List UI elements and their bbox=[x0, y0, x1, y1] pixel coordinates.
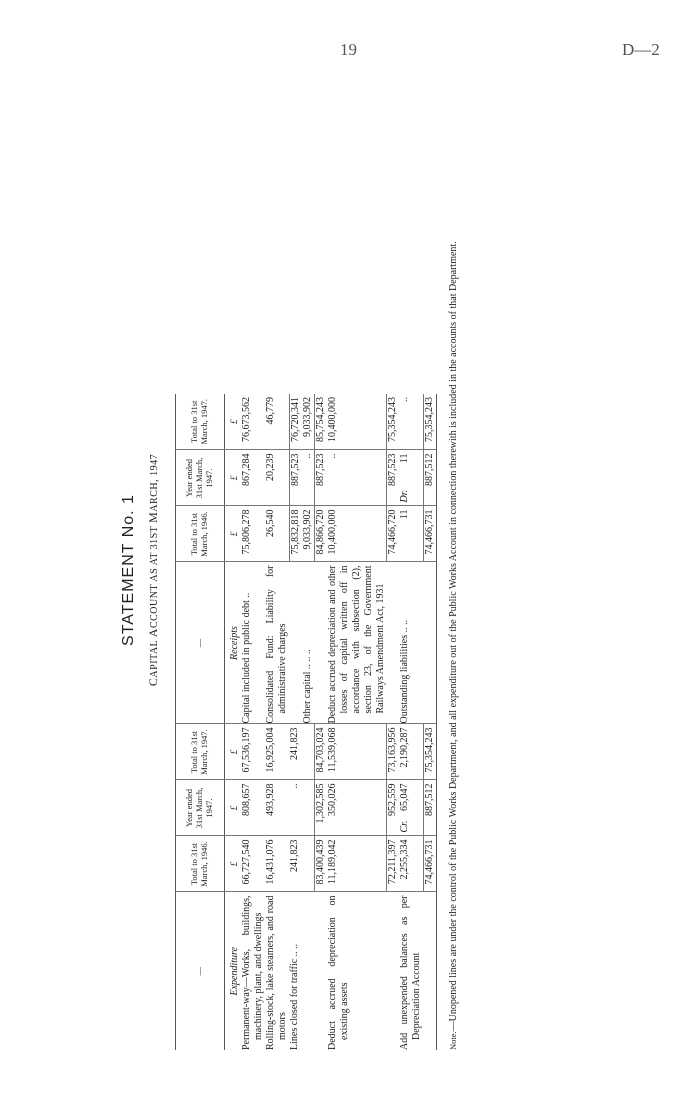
total-row bbox=[423, 394, 436, 1050]
cell-value: .. bbox=[302, 450, 315, 506]
row-label: Other capital .. .. .. bbox=[302, 562, 315, 724]
receipts-heading: Receipts bbox=[225, 562, 242, 724]
cell-value: 65,047 bbox=[399, 783, 410, 811]
row-label: Consolidated Fund: Liability for administrative charges bbox=[265, 562, 289, 724]
cell-value: 72,211,397 bbox=[387, 836, 400, 892]
pound-sign: £ bbox=[225, 724, 242, 780]
table-row bbox=[387, 394, 400, 1050]
cell-value: 10,400,000 bbox=[327, 394, 387, 450]
empty-cell bbox=[423, 562, 436, 724]
cell-value: 73,163,956 bbox=[387, 724, 400, 780]
capital-account-table bbox=[175, 394, 437, 1050]
cell-value: 9,033,902 bbox=[302, 394, 315, 450]
cell-value: 74,466,720 bbox=[387, 506, 400, 562]
exp-year-1947-header: Year ended 31st March, 1947. bbox=[176, 780, 225, 836]
empty-cell bbox=[314, 892, 327, 1050]
cell-value: .. bbox=[289, 780, 302, 836]
cell-value: 11,189,042 bbox=[327, 836, 387, 892]
cell-value: 11 bbox=[399, 453, 410, 464]
cell-value: 808,657 bbox=[241, 780, 265, 836]
table-row bbox=[225, 394, 242, 1050]
cell-value: 74,466,731 bbox=[423, 506, 436, 562]
statement-title: STATEMENT No. 1 bbox=[120, 494, 137, 646]
cell-value: 241,823 bbox=[289, 836, 302, 892]
row-label: Deduct accrued depreciation and other losses of capital written off in accordance with subsection (2), section 23, of the Government Railways Amendment Act, 1931 bbox=[327, 562, 387, 724]
page-number: 19 bbox=[340, 40, 357, 59]
debit-prefix: Dr. bbox=[399, 489, 410, 503]
empty-cell bbox=[387, 562, 400, 724]
cell-value bbox=[399, 450, 423, 506]
credit-prefix: Cr. bbox=[399, 820, 410, 833]
cell-value: 83,400,439 bbox=[314, 836, 327, 892]
cell-value: 493,928 bbox=[265, 780, 289, 836]
cell-value: 10,400,000 bbox=[327, 506, 387, 562]
empty-cell bbox=[302, 836, 315, 892]
table-row bbox=[327, 394, 387, 1050]
empty-cell bbox=[387, 892, 400, 1050]
table-row bbox=[289, 394, 302, 1050]
cell-value: 241,823 bbox=[289, 724, 302, 780]
cell-value: 887,523 bbox=[289, 450, 302, 506]
statement-subtitle: CAPITAL ACCOUNT AS AT 31ST MARCH, 1947 bbox=[146, 453, 160, 687]
rec-total-1947-header: Total to 31st March, 1947. bbox=[176, 394, 225, 450]
row-label: Outstanding liabilities .. .. bbox=[399, 562, 423, 724]
cell-value: 75,354,243 bbox=[387, 394, 400, 450]
cell-value: 16,925,004 bbox=[265, 724, 289, 780]
cell-value bbox=[399, 780, 423, 836]
cell-value: 46,779 bbox=[265, 394, 289, 450]
cell-value: 67,536,197 bbox=[241, 724, 265, 780]
cell-value: .. bbox=[399, 394, 423, 450]
note-text: —Unopened lines are under the control of the Public Works Department, and all expenditure out of the Public Works Account in connection therewith is included in the accounts of that Department. bbox=[447, 241, 459, 1032]
cell-value: 16,431,076 bbox=[265, 836, 289, 892]
exp-total-1947-header: Total to 31st March, 1947. bbox=[176, 724, 225, 780]
rotated-statement bbox=[118, 90, 588, 1050]
cell-value: 26,540 bbox=[265, 506, 289, 562]
cell-value: 11,539,068 bbox=[327, 724, 387, 780]
cell-value: 76,673,562 bbox=[241, 394, 265, 450]
empty-cell bbox=[289, 562, 302, 724]
cell-value: 887,523 bbox=[387, 450, 400, 506]
cell-value: 887,523 bbox=[314, 450, 327, 506]
cell-value: 75,806,278 bbox=[241, 506, 265, 562]
note-word: Note. bbox=[447, 1031, 458, 1050]
pound-sign: £ bbox=[225, 836, 242, 892]
expenditure-item-header: — bbox=[194, 967, 205, 976]
rec-total-1946-header: Total to 31st March, 1946. bbox=[176, 506, 225, 562]
empty-cell bbox=[423, 892, 436, 1050]
row-label: Add unexpended balances as per Depreciation Account bbox=[399, 895, 422, 1050]
cell-value: 20,239 bbox=[265, 450, 289, 506]
cell-value: 76,720,341 bbox=[289, 394, 302, 450]
table-row bbox=[241, 394, 265, 1050]
pound-sign: £ bbox=[225, 394, 242, 450]
exp-total-1946-header: Total to 31st March, 1946. bbox=[176, 836, 225, 892]
cell-value: 84,866,720 bbox=[314, 506, 327, 562]
cell-value: 867,284 bbox=[241, 450, 265, 506]
cell-value: 11 bbox=[399, 506, 423, 562]
row-label: Deduct accrued depreciation on existing assets bbox=[326, 895, 350, 1050]
page-reference: D—2 bbox=[622, 40, 660, 59]
row-label: Rolling-stock, lake steamers, and road motors bbox=[265, 895, 288, 1050]
row-label: Lines closed for traffic .. .. bbox=[289, 943, 300, 1050]
rec-year-1947-header: Year ended 31st March, 1947. bbox=[176, 450, 225, 506]
cell-value: 84,703,024 bbox=[314, 724, 327, 780]
cell-value: 75,354,243 bbox=[423, 724, 436, 780]
cell-value: 952,559 bbox=[387, 780, 400, 836]
empty-cell bbox=[302, 780, 315, 836]
row-label: Permanent-way—Works, buildings, machinery, plant, and dwellings bbox=[241, 895, 264, 1050]
cell-value: 85,754,243 bbox=[314, 394, 327, 450]
table-row bbox=[314, 394, 327, 1050]
empty-cell bbox=[302, 892, 315, 1050]
cell-value: 66,727,540 bbox=[241, 836, 265, 892]
receipts-item-header: — bbox=[176, 562, 225, 724]
empty-cell bbox=[302, 724, 315, 780]
pound-sign: £ bbox=[225, 450, 242, 506]
cell-value: 887,512 bbox=[423, 780, 436, 836]
cell-value: 350,026 bbox=[327, 780, 387, 836]
table-row bbox=[265, 394, 289, 1050]
row-label: Capital included in public debt .. bbox=[241, 562, 265, 724]
cell-value: 1,302,585 bbox=[314, 780, 327, 836]
cell-value: 2,190,287 bbox=[399, 724, 423, 780]
pound-sign: £ bbox=[225, 780, 242, 836]
cell-value: .. bbox=[327, 450, 387, 506]
empty-cell bbox=[314, 562, 327, 724]
cell-value: 75,354,243 bbox=[423, 394, 436, 450]
cell-value: 74,466,731 bbox=[423, 836, 436, 892]
cell-value: 75,832,818 bbox=[289, 506, 302, 562]
table-row bbox=[399, 394, 423, 1050]
pound-sign: £ bbox=[225, 506, 242, 562]
cell-value: 887,512 bbox=[423, 450, 436, 506]
table-row bbox=[302, 394, 315, 1050]
expenditure-heading: Expenditure bbox=[229, 947, 240, 996]
cell-value: 9,033,902 bbox=[302, 506, 315, 562]
footnote bbox=[447, 90, 461, 1050]
header-row bbox=[176, 394, 225, 1050]
cell-value: 2,255,334 bbox=[399, 836, 423, 892]
